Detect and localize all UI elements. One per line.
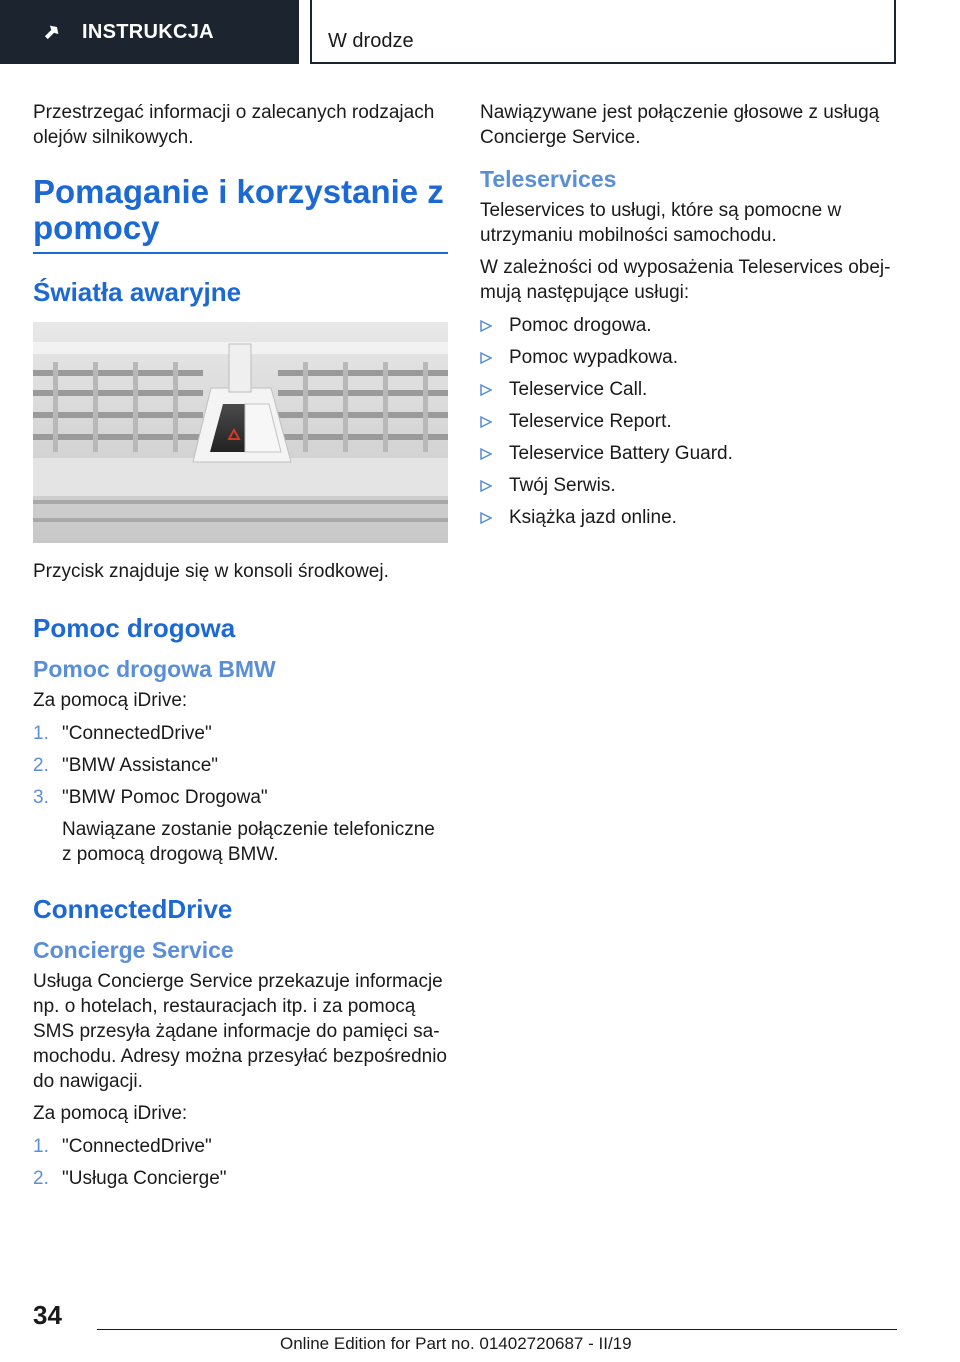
section-title: W drodze bbox=[328, 30, 414, 52]
triangle-bullet-icon bbox=[480, 345, 509, 370]
teleservices-text-2: W zależności od wyposażenia Teleservices obejmują następujące usługi: bbox=[480, 257, 891, 303]
triangle-bullet-icon bbox=[480, 377, 509, 402]
hazard-heading: Światła awaryjne bbox=[33, 277, 242, 307]
triangle-bullet-icon bbox=[480, 505, 509, 530]
left-column bbox=[33, 100, 448, 1198]
roadside-note: Nawiązane zostanie połączenie telefoniczne z pomocą drogową BMW. bbox=[62, 819, 435, 865]
list-item: Twój Serwis. bbox=[480, 473, 900, 498]
triangle-bullet-icon bbox=[480, 313, 509, 338]
concierge-heading: Concierge Service bbox=[33, 937, 234, 963]
chapter-tab[interactable] bbox=[0, 0, 299, 64]
list-item: 1. "ConnectedDrive" bbox=[33, 1136, 212, 1157]
list-item: Teleservice Battery Guard. bbox=[480, 441, 900, 466]
roadside-heading: Pomoc drogowa bbox=[33, 613, 236, 643]
list-item: Teleservice Report. bbox=[480, 409, 900, 434]
edition-text: Online Edition for Part no. 01402720687 - II/19 bbox=[280, 1334, 632, 1353]
triangle-bullet-icon bbox=[480, 473, 509, 498]
triangle-bullet-icon bbox=[480, 409, 509, 434]
connecteddrive-heading: ConnectedDrive bbox=[33, 894, 233, 924]
page-number: 34 bbox=[33, 1300, 62, 1330]
section-tab bbox=[310, 0, 896, 64]
hazard-button-photo bbox=[33, 322, 448, 543]
concierge-call-text: Nawiązywane jest połączenie głosowe z usługą Concierge Service. bbox=[480, 102, 880, 148]
triangle-bullet-icon bbox=[480, 441, 509, 466]
list-item: 2. "Usługa Concierge" bbox=[33, 1168, 227, 1189]
roadside-idrive-text: Za pomocą iDrive: bbox=[33, 690, 188, 711]
roadside-bmw-heading: Pomoc drogowa BMW bbox=[33, 656, 276, 682]
list-item: Pomoc drogowa. bbox=[480, 313, 900, 338]
services-list bbox=[480, 313, 900, 530]
list-item: 2. "BMW Assistance" bbox=[33, 755, 219, 776]
list-item: Pomoc wypadkowa. bbox=[480, 345, 900, 370]
list-item: 3. "BMW Pomoc Drogowa" bbox=[33, 787, 268, 808]
concierge-idrive-text: Za pomocą iDrive: bbox=[33, 1103, 188, 1124]
right-column bbox=[480, 100, 900, 537]
teleservices-text-1: Teleservices to usługi, które są pomocne w utrzymaniu mobilności samochodu. bbox=[480, 200, 842, 246]
roadside-steps bbox=[33, 721, 448, 810]
list-item: 1. "ConnectedDrive" bbox=[33, 723, 212, 744]
concierge-body: Usługa Concierge Service przekazuje informacje np. o hotelach, restauracjach itp. i za pomocą SMS przesyła żądane informacje do pamięci samochodu. Adresy można przesyłać bezpośrednio do nawigacji. bbox=[33, 971, 448, 1092]
chapter-heading: Pomaganie i korzystanie z pomocy bbox=[33, 174, 448, 254]
photo-caption: Przycisk znajduje się w konsoli środkowej. bbox=[33, 561, 389, 582]
footer-divider bbox=[97, 1329, 897, 1330]
list-item: Teleservice Call. bbox=[480, 377, 900, 402]
concierge-steps bbox=[33, 1134, 448, 1191]
chapter-title: INSTRUKCJA bbox=[82, 20, 214, 43]
intro-text: Przestrzegać informacji o zalecanych rodzajach olejów silnikowych. bbox=[33, 102, 435, 148]
teleservices-heading: Teleservices bbox=[480, 166, 617, 192]
list-item: Książka jazd online. bbox=[480, 505, 900, 530]
pin-icon bbox=[40, 20, 64, 44]
